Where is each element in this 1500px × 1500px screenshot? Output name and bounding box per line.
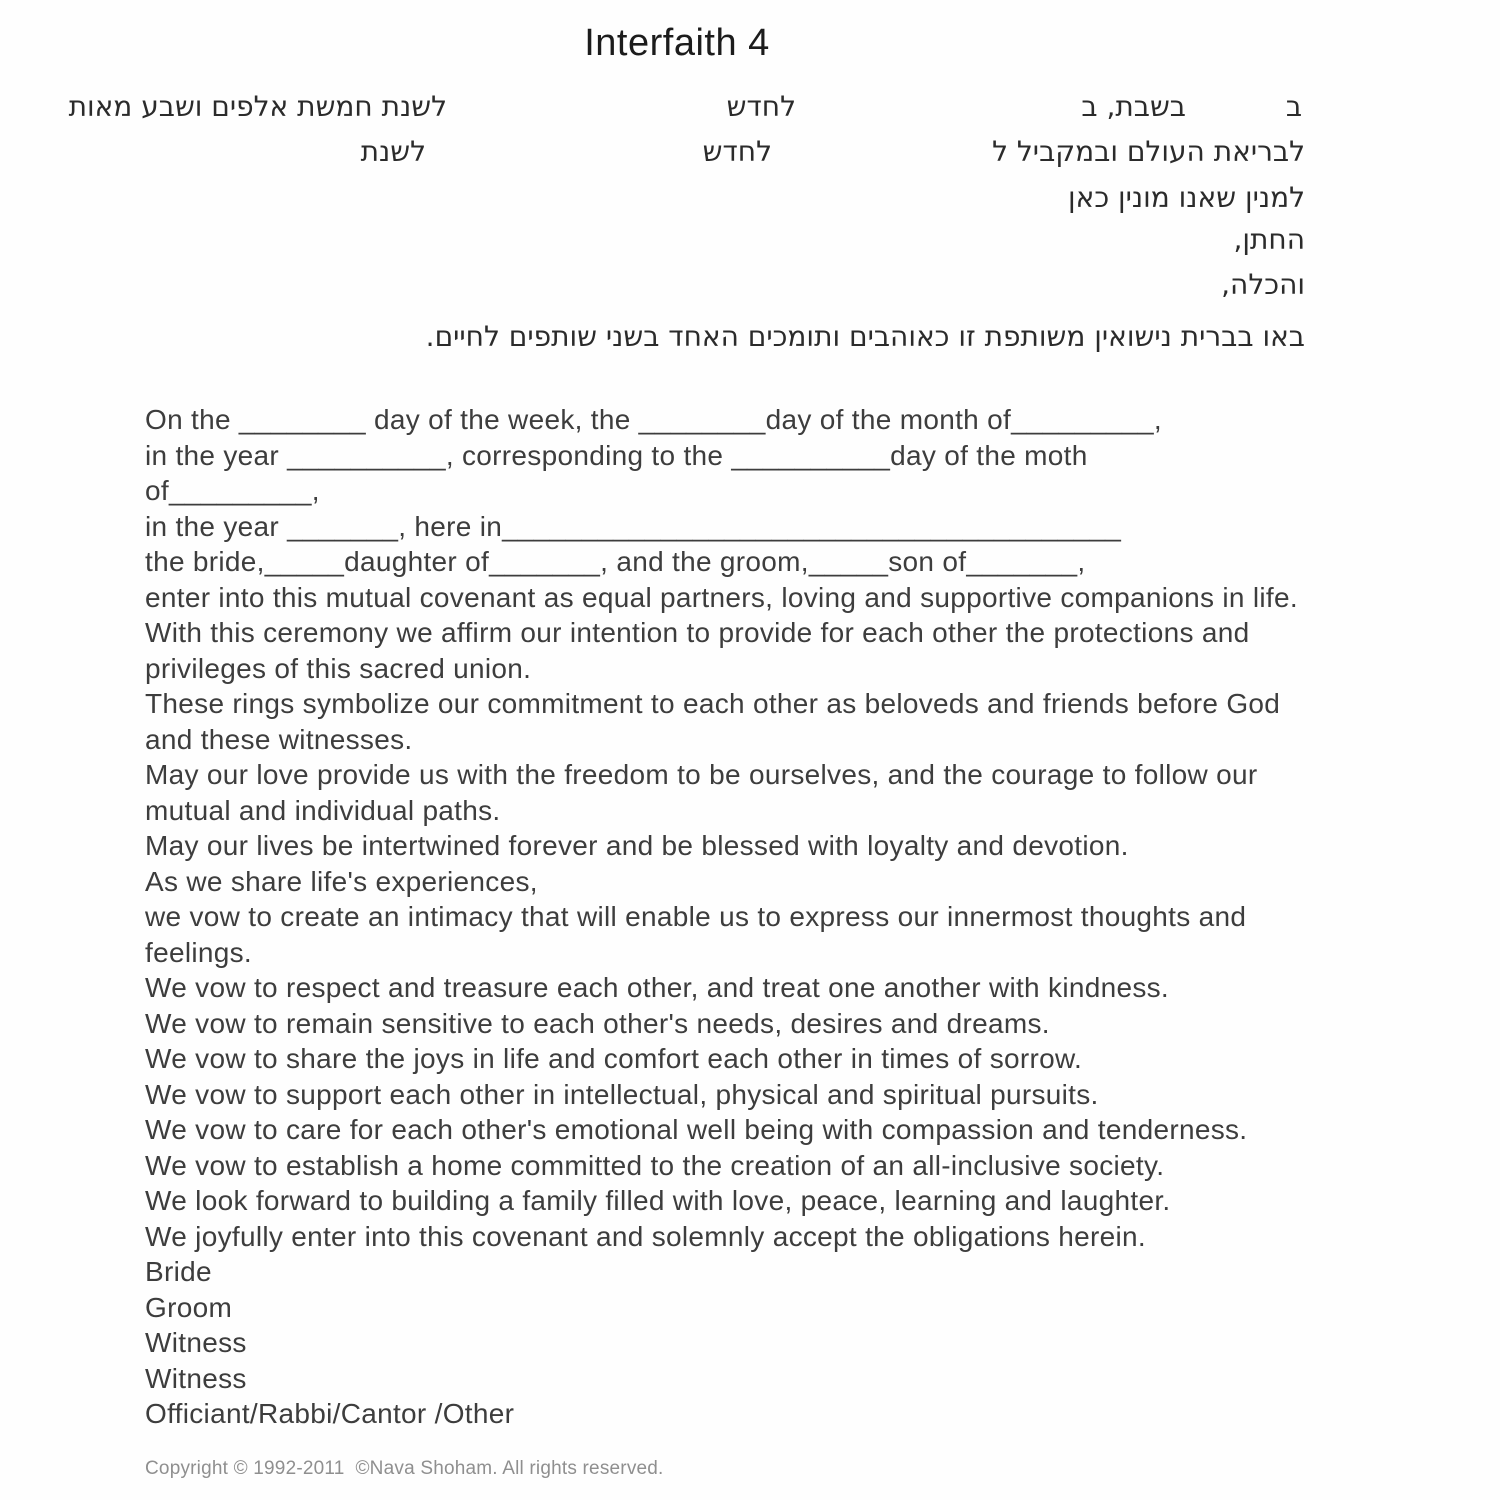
contract-line: May our lives be intertwined forever and be blessed with loyalty and devotion. xyxy=(145,830,1129,861)
contract-line: feelings. xyxy=(145,936,252,968)
contract-line: the bride,_____daughter of_______, and the groom,_____son of_______, xyxy=(145,546,1086,577)
contract-line: We vow to support each other in intellectual, physical and spiritual pursuits. xyxy=(145,1078,1099,1110)
signature-label-officiant: Officiant/Rabbi/Cantor /Other xyxy=(145,1398,515,1429)
contract-line: We joyfully enter into this covenant and solemnly accept the obligations herein. xyxy=(145,1220,1146,1252)
contract-line: we vow to create an intimacy that will enable us to express our innermost thoughts and xyxy=(145,901,1247,932)
copyright-notice: Copyright © 1992-2011 ©Nava Shoham. All rights reserved. xyxy=(145,1458,664,1479)
contract-line: On the ________ day of the week, the ________day of the month of_________, xyxy=(145,404,1162,435)
contract-line: and these witnesses. xyxy=(145,723,413,755)
hebrew-bride-label: והכלה, xyxy=(1221,268,1305,301)
contract-line: May our love provide us with the freedom to be ourselves, and the courage to follow our xyxy=(145,759,1258,790)
hebrew-covenant-sentence: באו בברית נישואין משותפת זו כאוהבים ותומכים האחד בשני שותפים לחיים. xyxy=(425,320,1305,353)
contract-line: We vow to remain sensitive to each other's needs, desires and dreams. xyxy=(145,1007,1050,1039)
contract-line: We vow to care for each other's emotional well being with compassion and tenderness. xyxy=(145,1114,1248,1145)
contract-line: These rings symbolize our commitment to each other as beloveds and friends before God xyxy=(145,688,1281,719)
hebrew-creation-phrase: לבריאת העולם ובמקביל ל xyxy=(992,135,1305,168)
contract-line: We vow to share the joys in life and comfort each other in times of sorrow. xyxy=(145,1043,1083,1074)
hebrew-groom-label: החתן, xyxy=(1233,223,1305,256)
contract-line: mutual and individual paths. xyxy=(145,794,501,826)
hebrew-text-section xyxy=(0,0,1500,380)
signature-label-witness-2: Witness xyxy=(145,1362,247,1394)
page-title: Interfaith 4 xyxy=(584,22,770,64)
contract-line: enter into this mutual covenant as equal partners, loving and supportive companions in life. xyxy=(145,581,1298,613)
contract-line: of_________, xyxy=(145,475,320,506)
contract-line: We look forward to building a family filled with love, peace, learning and laughter. xyxy=(145,1185,1171,1216)
hebrew-month-label: לחדש xyxy=(726,90,796,123)
contract-line: privileges of this sacred union. xyxy=(145,652,532,684)
contract-line: in the year __________, corresponding to the __________day of the moth xyxy=(145,439,1088,471)
contract-line: As we share life's experiences, xyxy=(145,865,538,897)
hebrew-year-phrase: לשנת חמשת אלפים ושבע מאות xyxy=(68,90,447,123)
signature-label-bride: Bride xyxy=(145,1256,212,1287)
hebrew-year-label-2: לשנת xyxy=(360,135,426,168)
contract-line: in the year _______, here in_______________________________________ xyxy=(145,510,1122,542)
hebrew-day-prefix: ב xyxy=(1285,90,1302,123)
hebrew-month-label-2: לחדש xyxy=(702,135,772,168)
signature-label-groom: Groom xyxy=(145,1291,233,1323)
hebrew-week-phrase: בשבת, ב xyxy=(1081,90,1186,123)
hebrew-counting-phrase: למנין שאנו מונין כאן xyxy=(1067,181,1305,214)
contract-line: We vow to respect and treasure each other, and treat one another with kindness. xyxy=(145,972,1170,1003)
contract-line: We vow to establish a home committed to the creation of an all-inclusive society. xyxy=(145,1149,1165,1181)
contract-line: With this ceremony we affirm our intention to provide for each other the protections and xyxy=(145,617,1250,648)
english-text-section xyxy=(145,402,1465,1432)
signature-label-witness-1: Witness xyxy=(145,1327,247,1358)
